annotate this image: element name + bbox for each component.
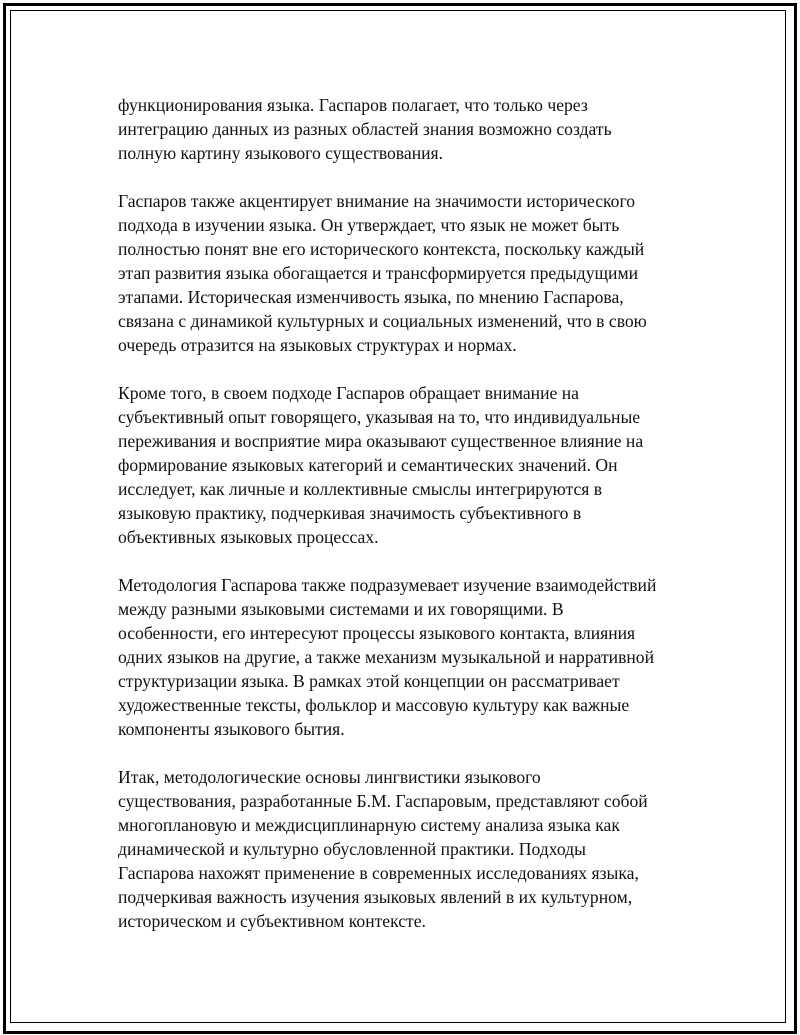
text-line: существования, разработанные Б.М. Гаспаровым, представляют собой [118, 791, 648, 811]
text-line: этапами. Историческая изменчивость языка, по мнению Гаспарова, [118, 287, 624, 307]
text-line: особенности, его интересуют процессы языкового контакта, влияния [118, 623, 636, 643]
text-line: языковую практику, подчеркивая значимость субъективного в [118, 503, 582, 523]
text-line: Кроме того, в своем подходе Гаспаров обращает внимание на [118, 383, 579, 403]
text-line: интеграцию данных из разных областей знания возможно создать [118, 119, 612, 139]
text-line: одних языков на другие, а также механизм музыкальной и нарративной [118, 647, 655, 667]
text-line: очередь отразится на языковых структурах и нормах. [118, 335, 517, 355]
text-line: между разными языковыми системами и их говорящими. В [118, 599, 564, 619]
text-line: подчеркивая важность изучения языковых явлений в их культурном, [118, 887, 633, 907]
paragraph [118, 189, 698, 357]
text-line: субъективный опыт говорящего, указывая на то, что индивидуальные [118, 407, 641, 427]
text-line: полную картину языкового существования. [118, 143, 444, 163]
text-line: Гаспарова нахожят применение в современных исследованиях языка, [118, 863, 639, 883]
text-line: полностью понят вне его исторического контекста, поскольку каждый [118, 239, 645, 259]
text-line: Итак, методологические основы лингвистики языкового [118, 767, 541, 787]
text-line: динамической и культурно обусловленной практики. Подходы [118, 839, 586, 859]
text-line: Гаспаров также акцентирует внимание на значимости исторического [118, 191, 636, 211]
document-body [118, 93, 698, 933]
text-line: многоплановую и междисциплинарную систему анализа языка как [118, 815, 620, 835]
paragraph-spacer [118, 549, 698, 573]
text-line: этап развития языка обогащается и трансформируется предыдущими [118, 263, 639, 283]
text-line: историческом и субъективном контексте. [118, 911, 426, 931]
paragraph [118, 93, 698, 165]
text-line: исследует, как личные и коллективные смыслы интегрируются в [118, 479, 603, 499]
text-line: Методология Гаспарова также подразумевает изучение взаимодействий [118, 575, 657, 595]
text-line: формирование языковых категорий и семантических значений. Он [118, 455, 618, 475]
text-line: переживания и восприятие мира оказывают существенное влияние на [118, 431, 644, 451]
paragraph [118, 765, 698, 933]
text-line: художественные тексты, фольклор и массовую культуру как важные [118, 695, 630, 715]
paragraph [118, 381, 698, 549]
text-line: подхода в изучении языка. Он утверждает, что язык не может быть [118, 215, 620, 235]
paragraph [118, 573, 698, 741]
text-line: функционирования языка. Гаспаров полагает, что только через [118, 95, 588, 115]
text-line: объективных языковых процессах. [118, 527, 379, 547]
paragraph-spacer [118, 165, 698, 189]
paragraph-spacer [118, 357, 698, 381]
paragraph-spacer [118, 741, 698, 765]
text-line: структуризации языка. В рамках этой концепции он рассматривает [118, 671, 620, 691]
text-line: связана с динамикой культурных и социальных изменений, что в свою [118, 311, 647, 331]
text-line: компоненты языкового бытия. [118, 719, 345, 739]
